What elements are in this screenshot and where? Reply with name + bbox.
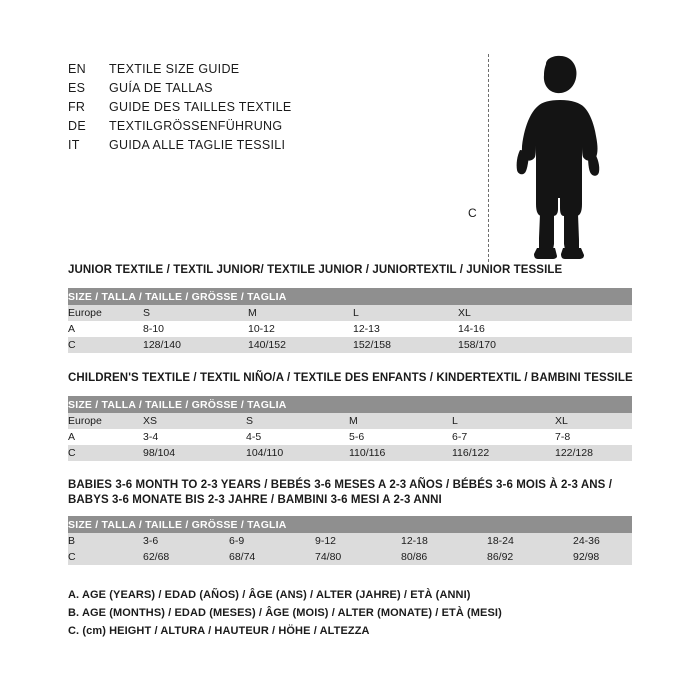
cell-value: 116/122 bbox=[452, 445, 555, 461]
cell-value: 62/68 bbox=[143, 549, 229, 565]
language-title: GUÍA DE TALLAS bbox=[109, 81, 213, 95]
language-code: FR bbox=[68, 100, 86, 114]
cell-value: 5-6 bbox=[349, 429, 452, 445]
cell-value: 8-10 bbox=[143, 321, 248, 337]
cell-value: 6-7 bbox=[452, 429, 555, 445]
row-label: C bbox=[68, 445, 143, 461]
table-header-row bbox=[68, 288, 632, 305]
cell-value: 122/128 bbox=[555, 445, 632, 461]
legend-line-c: C. (cm) HEIGHT / ALTURA / HAUTEUR / HÖHE / ALTEZZA bbox=[68, 625, 370, 637]
row-label: C bbox=[68, 549, 143, 565]
language-code: ES bbox=[68, 81, 86, 95]
table-row bbox=[68, 445, 632, 461]
cell-value: S bbox=[143, 305, 248, 321]
language-title: TEXTILE SIZE GUIDE bbox=[109, 62, 240, 76]
cell-value: XL bbox=[458, 305, 632, 321]
language-row-fr bbox=[68, 100, 468, 119]
cell-value: 18-24 bbox=[487, 533, 573, 549]
cell-value: XL bbox=[555, 413, 632, 429]
cell-value: 6-9 bbox=[229, 533, 315, 549]
cell-value: 110/116 bbox=[349, 445, 452, 461]
table-subheader-label: SIZE / TALLA / TAILLE / GRÖSSE / TAGLIA bbox=[68, 396, 632, 413]
table-subheader-label: SIZE / TALLA / TAILLE / GRÖSSE / TAGLIA bbox=[68, 516, 632, 533]
section-title-children: CHILDREN'S TEXTILE / TEXTIL NIÑO/A / TEXTILE DES ENFANTS / KINDERTEXTIL / BAMBINI TESSILE bbox=[68, 372, 633, 384]
babies-size-table bbox=[68, 516, 632, 565]
language-header-block bbox=[68, 62, 468, 157]
legend-line-a: A. AGE (YEARS) / EDAD (AÑOS) / ÂGE (ANS) / ALTER (JAHRE) / ETÀ (ANNI) bbox=[68, 589, 471, 601]
language-title: GUIDA ALLE TAGLIE TESSILI bbox=[109, 138, 286, 152]
cell-value: XS bbox=[143, 413, 246, 429]
cell-value: 4-5 bbox=[246, 429, 349, 445]
language-row-it bbox=[68, 138, 468, 157]
cell-value: 128/140 bbox=[143, 337, 248, 353]
language-title: GUIDE DES TAILLES TEXTILE bbox=[109, 100, 292, 114]
children-size-table bbox=[68, 396, 632, 461]
cell-value: 140/152 bbox=[248, 337, 353, 353]
cell-value: 68/74 bbox=[229, 549, 315, 565]
table-row bbox=[68, 549, 632, 565]
cell-value: 7-8 bbox=[555, 429, 632, 445]
cell-value: 24-36 bbox=[573, 533, 632, 549]
cell-value: 10-12 bbox=[248, 321, 353, 337]
cell-value: 86/92 bbox=[487, 549, 573, 565]
section-title-babies-line2: BABYS 3-6 MONATE BIS 2-3 JAHRE / BAMBINI 3-6 MESI A 2-3 ANNI bbox=[68, 494, 442, 506]
cell-value: 104/110 bbox=[246, 445, 349, 461]
cell-value: 3-6 bbox=[143, 533, 229, 549]
legend-block bbox=[68, 586, 502, 640]
cell-value: M bbox=[248, 305, 353, 321]
section-title-babies: BABIES 3-6 MONTH TO 2-3 YEARS / BEBÉS 3-6 MESES A 2-3 AÑOS / BÉBÉS 3-6 MOIS À 2-3 ANS / bbox=[68, 479, 612, 491]
language-code: DE bbox=[68, 119, 86, 133]
cell-value: 152/158 bbox=[353, 337, 458, 353]
child-figure-diagram bbox=[468, 48, 648, 268]
cell-value: 3-4 bbox=[143, 429, 246, 445]
legend-line-b: B. AGE (MONTHS) / EDAD (MESES) / ÂGE (MOIS) / ALTER (MONATE) / ETÀ (MESI) bbox=[68, 607, 502, 619]
table-row bbox=[68, 305, 632, 321]
table-header-row bbox=[68, 396, 632, 413]
cell-value: 98/104 bbox=[143, 445, 246, 461]
language-code: IT bbox=[68, 138, 80, 152]
cell-value: 80/86 bbox=[401, 549, 487, 565]
language-row-en bbox=[68, 62, 468, 81]
cell-value: 74/80 bbox=[315, 549, 401, 565]
language-row-es bbox=[68, 81, 468, 100]
cell-value: 92/98 bbox=[573, 549, 632, 565]
section-title-junior: JUNIOR TEXTILE / TEXTIL JUNIOR/ TEXTILE JUNIOR / JUNIORTEXTIL / JUNIOR TESSILE bbox=[68, 264, 563, 276]
cell-value: 12-13 bbox=[353, 321, 458, 337]
language-title: TEXTILGRÖSSENFÜHRUNG bbox=[109, 119, 283, 133]
cell-value: 14-16 bbox=[458, 321, 632, 337]
table-row bbox=[68, 429, 632, 445]
cell-value: 158/170 bbox=[458, 337, 632, 353]
cell-value: 12-18 bbox=[401, 533, 487, 549]
cell-value: M bbox=[349, 413, 452, 429]
table-header-row bbox=[68, 516, 632, 533]
junior-size-table bbox=[68, 288, 632, 353]
cell-value: L bbox=[452, 413, 555, 429]
cell-value: 9-12 bbox=[315, 533, 401, 549]
height-marker-label: C bbox=[468, 206, 477, 220]
table-row bbox=[68, 413, 632, 429]
row-label: B bbox=[68, 533, 143, 549]
row-label: C bbox=[68, 337, 143, 353]
table-subheader-label: SIZE / TALLA / TAILLE / GRÖSSE / TAGLIA bbox=[68, 288, 632, 305]
table-row bbox=[68, 321, 632, 337]
table-row bbox=[68, 337, 632, 353]
row-label: Europe bbox=[68, 413, 143, 429]
child-silhouette-icon bbox=[506, 48, 616, 260]
row-label: Europe bbox=[68, 305, 143, 321]
height-dashed-line bbox=[488, 54, 489, 262]
table-row bbox=[68, 533, 632, 549]
language-row-de bbox=[68, 119, 468, 138]
row-label: A bbox=[68, 321, 143, 337]
row-label: A bbox=[68, 429, 143, 445]
cell-value: L bbox=[353, 305, 458, 321]
language-code: EN bbox=[68, 62, 86, 76]
cell-value: S bbox=[246, 413, 349, 429]
